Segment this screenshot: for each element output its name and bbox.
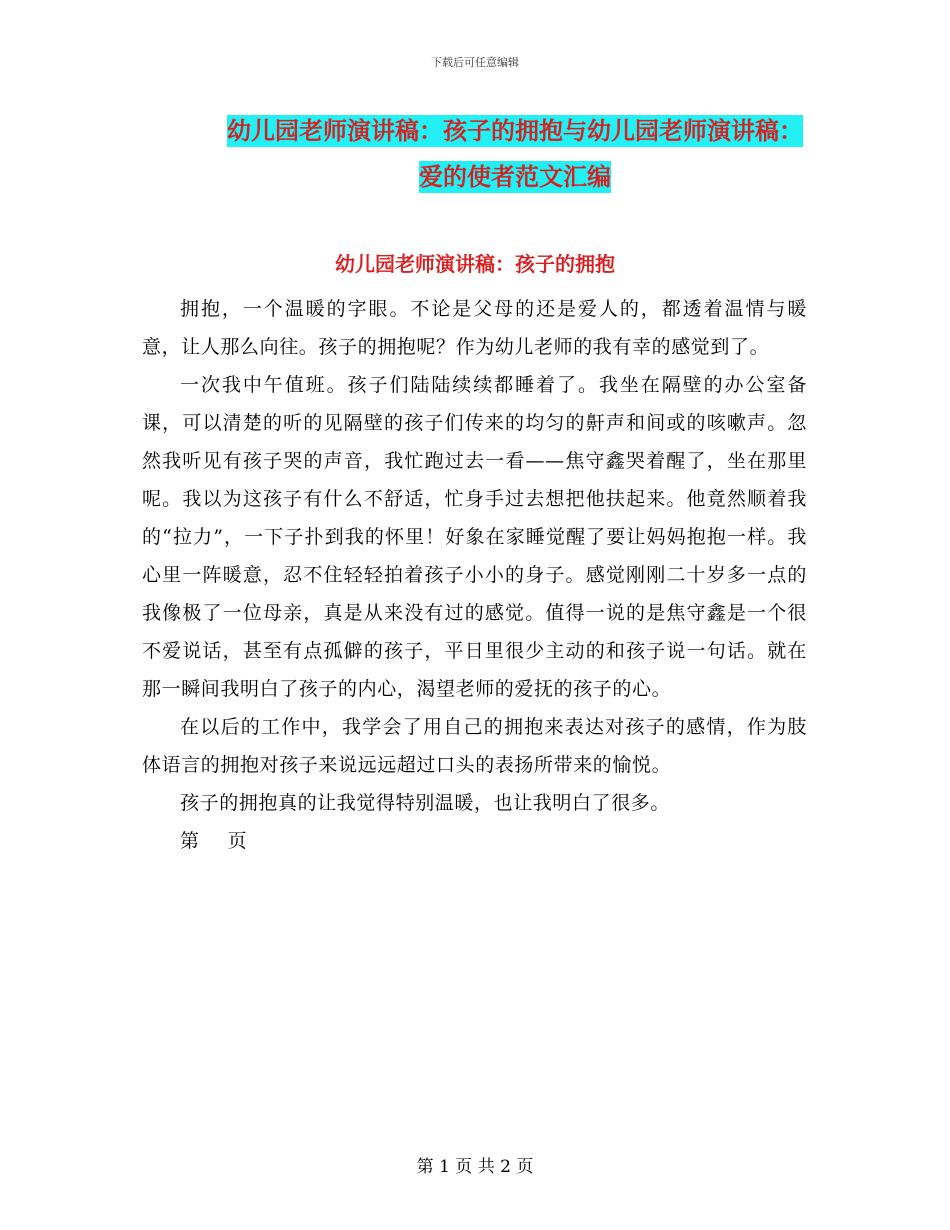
- page-footer: 第 1 页 共 2 页: [416, 1157, 534, 1177]
- paragraph-1: 拥抱，一个温暖的字眼。不论是父母的还是爱人的，都透着温情与暖意，让人那么向往。孩子的拥抱呢？作为幼儿老师的我有幸的感觉到了。: [142, 298, 807, 358]
- document-title: [195, 108, 835, 200]
- paragraph-3: 在以后的工作中，我学会了用自己的拥抱来表达对孩子的感情，作为肢体语言的拥抱对孩子来说远远超过口头的表扬所带来的愉悦。: [142, 716, 807, 776]
- section-title: 幼儿园老师演讲稿：孩子的拥抱: [335, 252, 615, 276]
- title-line-2: 爱的使者范文汇编: [419, 163, 611, 191]
- page-mark-left: 第: [180, 830, 200, 852]
- page-mark: [142, 822, 807, 860]
- paragraph-4: 孩子的拥抱真的让我觉得特别温暖，也让我明白了很多。: [180, 792, 671, 814]
- article-body: [142, 290, 807, 860]
- page-mark-right: 页: [227, 830, 248, 852]
- header-note: 下载后可任意编辑: [431, 56, 519, 69]
- paragraph-2: 一次我中午值班。孩子们陆陆续续都睡着了。我坐在隔壁的办公室备课，可以清楚的听的见隔壁的孩子们传来的均匀的鼾声和间或的咳嗽声。忽然我听见有孩子哭的声音，我忙跑过去一看——焦守鑫哭着醒了，坐在那里呢。我以为这孩子有什么不舒适，忙身手过去想把他扶起来。他竟然顺着我的“拉力”，一下子扑到我的怀里！好象在家睡觉醒了要让妈妈抱抱一样。我心里一阵暖意，忍不住轻轻拍着孩子小小的身子。感觉刚刚二十岁多一点的我像极了一位母亲，真是从来没有过的感觉。值得一说的是焦守鑫是一个很不爱说话，甚至有点孤僻的孩子，平日里很少主动的和孩子说一句话。就在那一瞬间我明白了孩子的内心，渴望老师的爱抚的孩子的心。: [142, 374, 807, 700]
- title-line-1: 幼儿园老师演讲稿：孩子的拥抱与幼儿园老师演讲稿：: [227, 117, 803, 145]
